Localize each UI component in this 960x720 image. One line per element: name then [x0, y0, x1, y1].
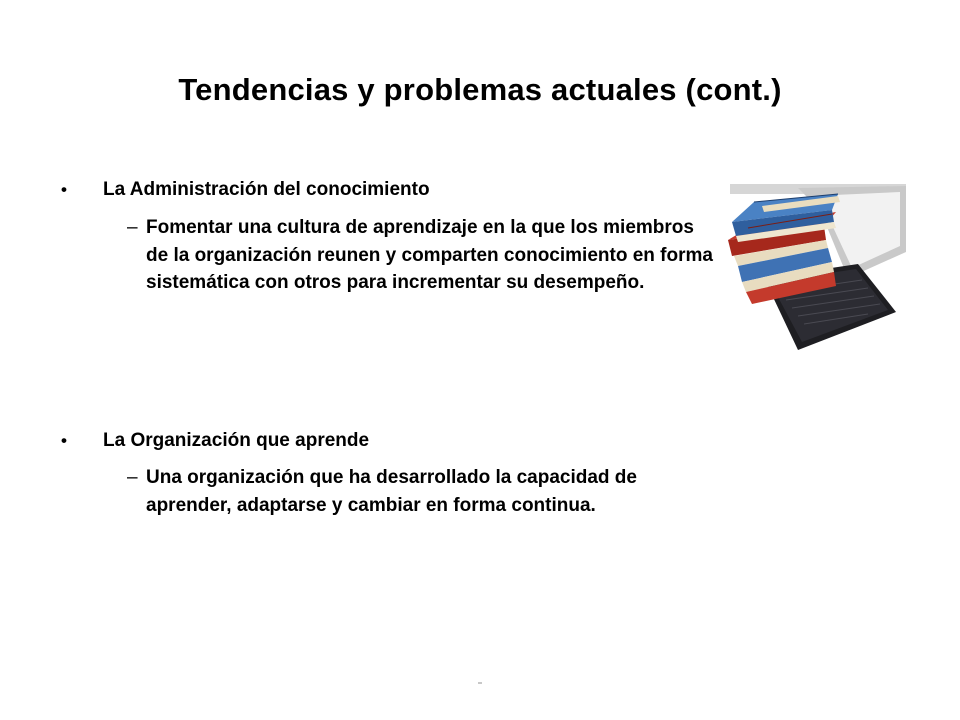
- bullet-dot: •: [61, 180, 67, 199]
- bullet-dot: •: [61, 431, 67, 450]
- bullet-heading: La Organización que aprende: [103, 430, 370, 451]
- footer-mark: [478, 682, 482, 684]
- slide-title: Tendencias y problemas actuales (cont.): [178, 72, 782, 107]
- books-from-laptop-icon: [728, 182, 908, 350]
- sub-bullet-text: Una organización que ha desarrollado la capacidad de aprender, adaptarse y cambiar en forma continua.: [146, 467, 637, 516]
- bullet-heading: La Administración del conocimiento: [103, 179, 430, 200]
- sub-bullet-dash: –: [127, 217, 138, 238]
- sub-bullet-text: Fomentar una cultura de aprendizaje en la que los miembros de la organización reunen y comparten conocimiento en forma sistemática con otros para incrementar su desempeño.: [146, 217, 713, 293]
- sub-bullet-dash: –: [127, 467, 138, 488]
